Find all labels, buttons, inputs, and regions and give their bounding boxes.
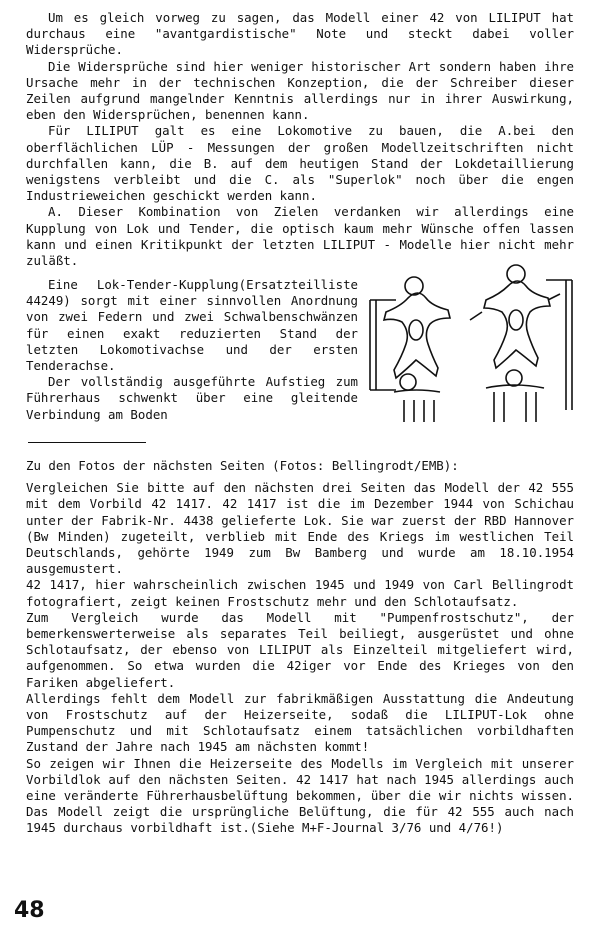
footnote-divider	[28, 442, 146, 443]
narrow-text-block	[26, 277, 358, 423]
paragraph-heizerseite: So zeigen wir Ihnen die Heizerseite des Modells im Vergleich mit unserer Vorbildlok auf den nächsten Seiten. 42 1417 hat nach 1945 allerdings auch eine veränderte Führerhausbelüftung bekommen, über die wir nichts wissen. Das Modell zeigt die ursprüngliche Belüftung, die für 42 555 auch nach 1945 durchaus vorbildhaft ist.(Siehe M+F-Journal 3/76 und 4/76!)	[26, 755, 574, 836]
coupling-diagram	[366, 260, 578, 428]
paragraph-tender-coupling: Eine Lok-Tender-Kupplung(Ersatzteilliste 44249) sorgt mit einer sinnvollen Anordnung von zwei Federn und zwei Schwalbenschwänzen für einen exakt reduzierten Stand der letzten Lokomotivachse und der ersten Tenderachse.	[26, 277, 358, 374]
page-number: 48	[14, 898, 45, 923]
photo-notes-block	[26, 458, 574, 837]
paragraph-step: Der vollständig ausgeführte Aufstieg zum Führerhaus schwenkt über eine gleitende Verbindung am Boden	[26, 374, 358, 422]
upper-text-block	[26, 10, 574, 269]
paragraph-intro: Um es gleich vorweg zu sagen, das Modell einer 42 von LILIPUT hat durchaus eine "avantgardistische" Note und steckt dabei voller Widersprüche.	[26, 10, 574, 58]
paragraph-bellingrodt: 42 1417, hier wahrscheinlich zwischen 1945 und 1949 von Carl Bellingrodt fotografiert, zeigt keinen Frostschutz mehr und den Schlotaufsatz.	[26, 577, 574, 609]
photo-notes-heading: Zu den Fotos der nächsten Seiten (Fotos: Bellingrodt/EMB):	[26, 458, 459, 473]
paragraph-frostschutz: Zum Vergleich wurde das Modell mit "Pumpenfrostschutz", der bemerkenswerterweise als separates Teil beiliegt, ausgerüstet und ohne Schlotaufsatz, der ebenso von LILIPUT als Einzelteil mitgeliefert wird, aufgenommen. So etwa wurden die 42iger vor Ende des Krieges von den Fariken abgeliefert.	[26, 609, 574, 690]
paragraph-ausstattung: Allerdings fehlt dem Modell zur fabrikmäßigen Ausstattung die Andeutung von Frostschutz auf der Heizerseite, sodaß die LILIPUT-Lok ohne Pumpenschutz und mit Schlotaufsatz einem tatsächlichen vorbildhaften Zustand der Jahre nach 1945 am nächsten kommt!	[26, 690, 574, 755]
paragraph-coupling: A. Dieser Kombination von Zielen verdanken wir allerdings eine Kupplung von Lok und Tender, die optisch kaum mehr Wünsche offen lassen kann und einen Kritikpunkt der letzten LILIPUT - Modelle hier nicht mehr zuläßt.	[26, 204, 574, 269]
paragraph-vorbild: Vergleichen Sie bitte auf den nächsten drei Seiten das Modell der 42 555 mit dem Vorbild 42 1417. 42 1417 ist die im Dezember 1944 von Schichau unter der Fabrik-Nr. 4438 gelieferte Lok. Sie war zuerst der RBD Hannover (Bw Minden) zugeteilt, verblieb mit Ende des Kriegs im westlichen Teil Deutschlands, gehörte 1949 zum Bw Bamberg und wurde am 18.10.1954 ausgemustert.	[26, 480, 574, 577]
paragraph-contradictions: Die Widersprüche sind hier weniger historischer Art sondern haben ihre Ursache mehr in der technischen Konzeption, die der Schreiber dieser Zeilen aufgrund mangelnder Kenntnis allerdings nur in ihrer Auswirkung, eben den Widersprüchen, benennen kann.	[26, 58, 574, 123]
paragraph-requirements: Für LILIPUT galt es eine Lokomotive zu bauen, die A.bei den oberflächlichen LÜP - Messungen der großen Modellzeitschriften nicht durchfallen kann, die B. auf dem heutigen Stand der Lokdetaillierung wenigstens verbleibt und die C. als "Superlok" noch über die engen Industrieweichen geschickt werden kann.	[26, 123, 574, 204]
